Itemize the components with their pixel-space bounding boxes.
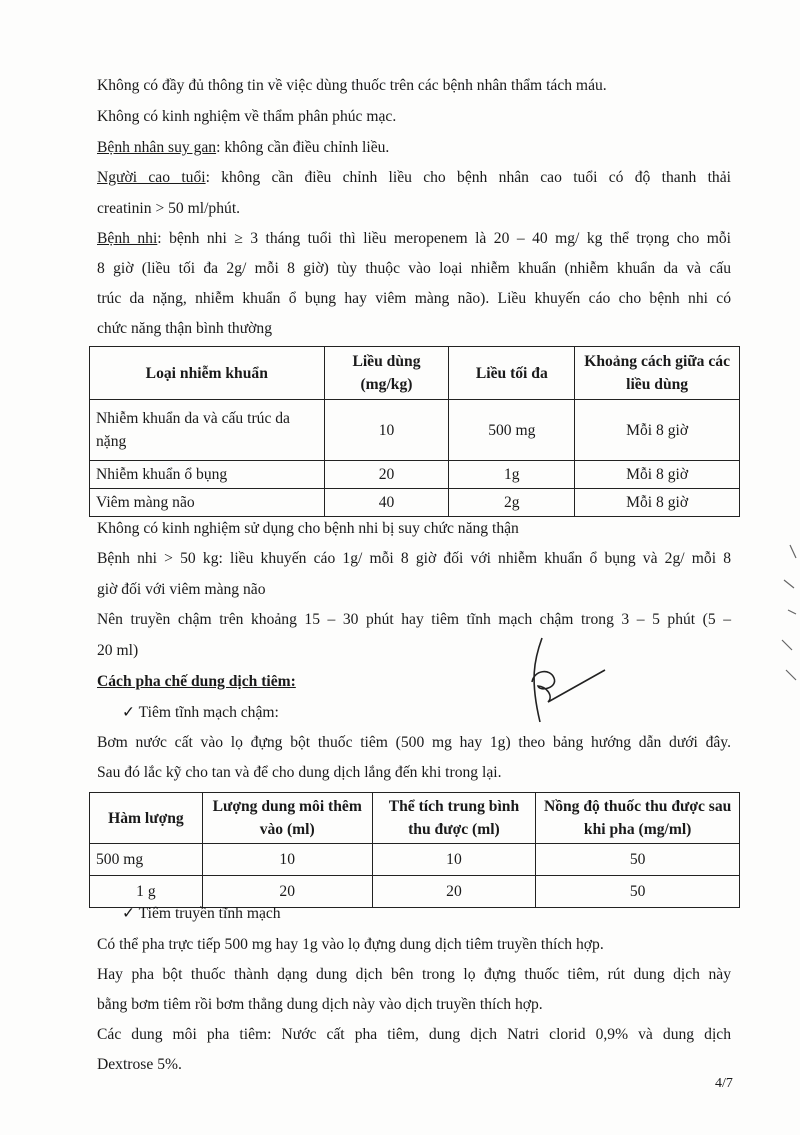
table-cell: Mỗi 8 giờ: [575, 400, 740, 461]
signature-mark: [510, 630, 630, 750]
paragraph-line: 8 giờ (liều tối đa 2g/ mỗi 8 giờ) tùy thuộc vào loại nhiễm khuẩn (nhiễm khuẩn da và cấu: [97, 260, 731, 277]
bullet-iv-infusion: ✓ Tiêm truyền tĩnh mạch: [122, 905, 281, 922]
table-cell: 10: [372, 844, 536, 876]
paragraph-line: Không có kinh nghiệm sử dụng cho bệnh nhi bị suy chức năng thận: [97, 520, 519, 537]
table-cell: 1g: [449, 461, 575, 489]
section-heading: Cách pha chế dung dịch tiêm:: [97, 673, 296, 690]
table-cell: Viêm màng não: [90, 489, 325, 517]
paragraph-line: giờ đối với viêm màng não: [97, 581, 266, 598]
paragraph-line: Các dung môi pha tiêm: Nước cất pha tiêm, dung dịch Natri clorid 0,9% và dung dịch: [97, 1026, 731, 1043]
table-header: Hàm lượng: [90, 793, 203, 844]
paragraph-line: bằng bơm tiêm rồi bơm thẳng dung dịch này vào dịch truyền thích hợp.: [97, 996, 543, 1013]
paragraph-line: Bệnh nhi > 50 kg: liều khuyến cáo 1g/ mỗi 8 giờ đối với nhiễm khuẩn ổ bụng và 2g/ mỗi 8: [97, 550, 731, 567]
table-cell: 20: [324, 461, 449, 489]
table-cell: 10: [324, 400, 449, 461]
section-label-elderly: Người cao tuổi: [97, 169, 206, 186]
table-header: Liều tối đa: [449, 347, 575, 400]
paragraph-line: chức năng thận bình thường: [97, 320, 272, 337]
page-number: 4/7: [715, 1076, 733, 1091]
paragraph-line: Nên truyền chậm trên khoảng 15 – 30 phút hay tiêm tĩnh mạch chậm trong 3 – 5 phút (5 –: [97, 611, 731, 628]
table-cell: 50: [536, 844, 740, 876]
table-header: Lượng dung môi thêm vào (ml): [202, 793, 372, 844]
table-header: Nồng độ thuốc thu được sau khi pha (mg/ml): [536, 793, 740, 844]
paragraph-line: Không có kinh nghiệm về thẩm phân phúc mạc.: [97, 108, 397, 125]
table-row: [90, 489, 740, 517]
table-cell: Nhiễm khuẩn da và cấu trúc da nặng: [90, 400, 325, 461]
table-cell: Mỗi 8 giờ: [575, 489, 740, 517]
paragraph-line: creatinin > 50 ml/phút.: [97, 200, 241, 217]
table-row: [90, 876, 740, 908]
paragraph-line: Bệnh nhân suy gan: không cần điều chỉnh liều.: [97, 139, 390, 156]
table-cell: 20: [202, 876, 372, 908]
table-cell: 20: [372, 876, 536, 908]
table-row: [90, 844, 740, 876]
table-cell: Mỗi 8 giờ: [575, 461, 740, 489]
table-cell: 2g: [449, 489, 575, 517]
pediatric-dose-table: [89, 346, 740, 517]
table-cell: Nhiễm khuẩn ổ bụng: [90, 461, 325, 489]
table-cell: 40: [324, 489, 449, 517]
paragraph-line: Không có đầy đủ thông tin về việc dùng thuốc trên các bệnh nhân thẩm tách máu.: [97, 77, 607, 94]
table-cell: 500 mg: [90, 844, 203, 876]
paragraph-line: trúc da nặng, nhiễm khuẩn ổ bụng hay viêm màng não). Liều khuyến cáo cho bệnh nhi có: [97, 290, 731, 307]
bullet-iv-slow: ✓ Tiêm tĩnh mạch chậm:: [122, 704, 279, 721]
paragraph-line: Sau đó lắc kỹ cho tan và để cho dung dịch lắng đến khi trong lại.: [97, 764, 502, 781]
paragraph-line: 20 ml): [97, 642, 139, 659]
table-header: Liều dùng (mg/kg): [324, 347, 449, 400]
table-header: Thể tích trung bình thu được (ml): [372, 793, 536, 844]
table-row: [90, 400, 740, 461]
table-header: Khoảng cách giữa các liều dùng: [575, 347, 740, 400]
section-label-liver: Bệnh nhân suy gan: [97, 139, 217, 156]
paragraph-line: Có thể pha trực tiếp 500 mg hay 1g vào lọ đựng dung dịch tiêm truyền thích hợp.: [97, 936, 604, 953]
table-header: Loại nhiễm khuẩn: [90, 347, 325, 400]
table-cell: 1 g: [90, 876, 203, 908]
section-label-pediatric: Bệnh nhi: [97, 230, 158, 247]
table-cell: 10: [202, 844, 372, 876]
table-row: [90, 461, 740, 489]
edge-stamp-fragment: [770, 540, 800, 690]
paragraph-line: Bơm nước cất vào lọ đựng bột thuốc tiêm (500 mg hay 1g) theo bảng hướng dẫn dưới đây.: [97, 734, 731, 751]
table-header-row: [90, 347, 740, 400]
table-cell: 500 mg: [449, 400, 575, 461]
paragraph-line: Dextrose 5%.: [97, 1056, 182, 1073]
paragraph-line: Bệnh nhi: bệnh nhi ≥ 3 tháng tuổi thì liều meropenem là 20 – 40 mg/ kg thể trọng cho mỗi: [97, 230, 731, 247]
paragraph-line: Người cao tuổi: không cần điều chỉnh liều cho bệnh nhân cao tuổi có độ thanh thải: [97, 169, 731, 186]
reconstitution-table: [89, 792, 740, 908]
table-cell: 50: [536, 876, 740, 908]
table-header-row: [90, 793, 740, 844]
paragraph-line: Hay pha bột thuốc thành dạng dung dịch bên trong lọ đựng thuốc tiêm, rút dung dịch này: [97, 966, 731, 983]
